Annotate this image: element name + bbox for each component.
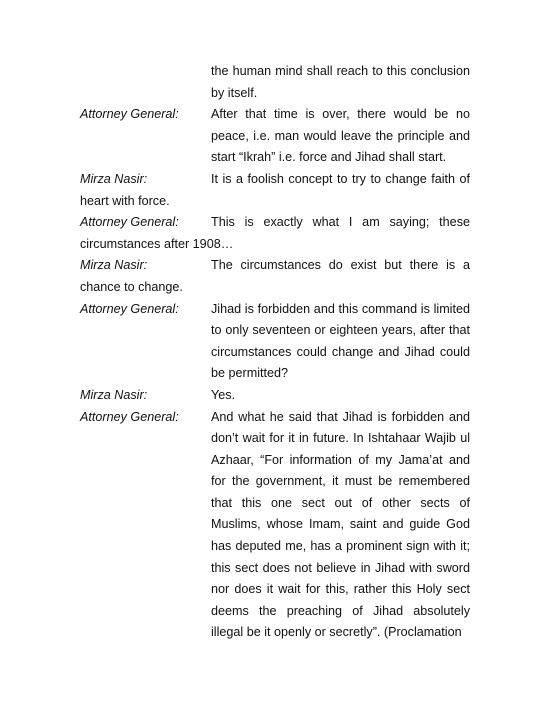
speaker-label: Attorney General: — [80, 409, 179, 424]
entry-text: Yes. — [211, 387, 236, 402]
entry-text: It is a foolish concept to try to change faith of heart with force. — [80, 171, 470, 208]
speaker-label: Attorney General: — [80, 301, 179, 316]
transcript-entry — [80, 212, 470, 255]
transcript-entry — [80, 407, 470, 645]
speaker-label: Attorney General: — [80, 107, 179, 122]
transcript-body — [80, 61, 470, 644]
speaker-label: Mirza Nasir: — [80, 258, 148, 273]
transcript-entry — [80, 104, 470, 169]
transcript-entry — [211, 61, 470, 104]
transcript-entry — [80, 385, 470, 407]
entry-text: This is exactly what I am saying; these circumstances after 1908… — [80, 215, 470, 251]
speaker-label: Attorney General: — [80, 215, 179, 230]
transcript-entry — [80, 299, 470, 385]
speaker-label: Mirza Nasir: — [80, 387, 148, 402]
entry-text: the human mind shall reach to this conclusion by itself. — [211, 64, 470, 100]
entry-text: And what he said that Jihad is forbidden and don’t wait for it in future. In Ishtahaar Wajib ul Azhaar, “For information of my Jama’at and for the government, it must be remembered that this one sect out of other sects of Muslims, whose Imam, saint and guide God has deputed me, has a prominent sign with it; this sect does not believe in Jihad with sword nor does it wait for this, rather this Holy sect deems the preaching of Jihad absolutely illegal be it openly or secretly”. (Proclamation — [211, 409, 470, 640]
transcript-entry — [80, 255, 470, 298]
speaker-label: Mirza Nasir: — [80, 171, 148, 186]
entry-text: After that time is over, there would be no peace, i.e. man would leave the principle and start “Ikrah” i.e. force and Jihad shall start. — [211, 107, 470, 165]
entry-text: The circumstances do exist but there is a chance to change. — [80, 258, 470, 294]
transcript-entry — [80, 169, 470, 212]
entry-text: Jihad is forbidden and this command is limited to only seventeen or eighteen years, after that circumstances could change and Jihad could be permitted? — [211, 301, 470, 381]
